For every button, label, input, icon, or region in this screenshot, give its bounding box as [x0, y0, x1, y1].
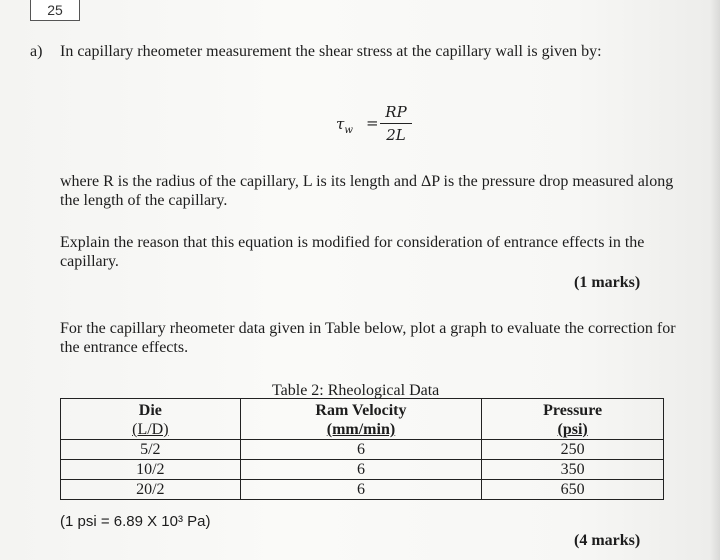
header-pressure: Pressure (psi)	[482, 399, 664, 440]
table-header-row	[61, 399, 664, 440]
cell-velocity: 6	[240, 460, 482, 480]
explain-question: Explain the reason that this equation is modified for consideration of entrance effects in the capillary.	[60, 234, 645, 270]
page-edge-shadow	[710, 0, 720, 560]
plot-instruction: For the capillary rheometer data given in Table below, plot a graph to evaluate the correction for the entrance effects.	[60, 320, 676, 356]
equation-numerator: RP	[385, 103, 407, 121]
cell-pressure: 650	[482, 480, 664, 500]
fraction-bar	[380, 123, 412, 124]
header-die: Die (L/D)	[61, 399, 241, 440]
cell-pressure: 350	[482, 460, 664, 480]
marks-label-2: (4 marks)	[574, 532, 641, 549]
cell-die: 20/2	[61, 480, 241, 500]
unit-conversion-note: (1 psi = 6.89 X 10³ Pa)	[60, 513, 211, 530]
marks-label-1: (1 marks)	[574, 274, 641, 291]
equation-lhs: $\tau_w$	[336, 115, 353, 136]
variable-definitions: where R is the radius of the capillary, L is its length and ΔP is the pressure drop measured along the length of the capillary.	[60, 173, 674, 209]
cell-die: 10/2	[61, 460, 241, 480]
question-label: a)	[30, 43, 43, 60]
question-intro: In capillary rheometer measurement the shear stress at the capillary wall is given by:	[60, 43, 602, 60]
cell-pressure: 250	[482, 440, 664, 460]
table-row	[61, 460, 664, 480]
header-ram-velocity: Ram Velocity (mm/min)	[240, 399, 482, 440]
cell-velocity: 6	[240, 440, 482, 460]
cell-die: 5/2	[61, 440, 241, 460]
page-number: 25	[30, 0, 80, 21]
equation-fraction	[380, 103, 412, 144]
rheological-data-table	[60, 398, 664, 500]
equation-denominator: 2L	[386, 126, 406, 144]
table-title: Table 2: Rheological Data	[272, 382, 440, 399]
table-row	[61, 480, 664, 500]
table-row	[61, 440, 664, 460]
cell-velocity: 6	[240, 480, 482, 500]
equation-equals: =	[366, 114, 379, 132]
